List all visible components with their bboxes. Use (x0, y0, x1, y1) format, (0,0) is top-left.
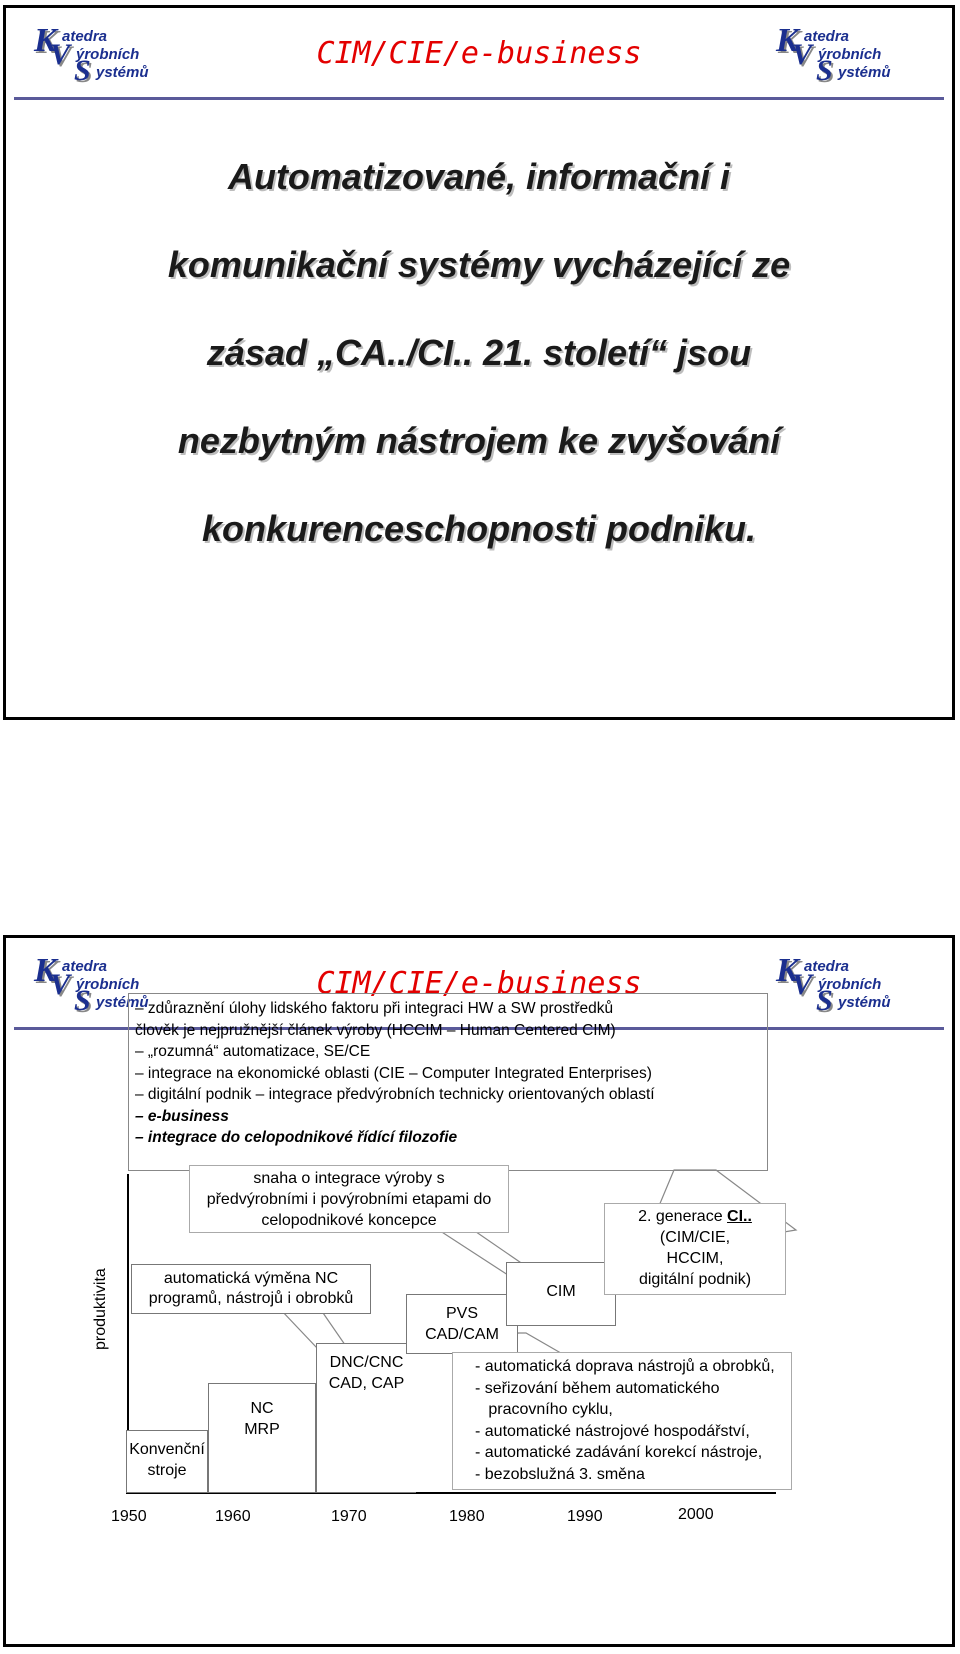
note-integration (189, 1165, 509, 1233)
katedra-logo-left: K atedra V ýrobních S ystémů (34, 952, 149, 1017)
note-nc-exchange (131, 1264, 371, 1314)
stage-label: CIM (546, 1283, 576, 1300)
header-title: CIM/CIE/e-business (316, 36, 642, 71)
bullet-list (475, 1356, 775, 1485)
callout-line: – e-business (135, 1107, 229, 1125)
slide-1 (3, 5, 955, 720)
note-second-generation (604, 1203, 786, 1295)
x-tick: 1960 (215, 1508, 251, 1525)
callout-line: člověk je nejpružnější článek výroby (HCCIM – Human Centered CIM) (135, 1021, 616, 1039)
slide-2 (3, 935, 955, 1647)
bullet-item: - automatické zadávání korekcí nástroje, (475, 1444, 763, 1461)
stage-konvencni (126, 1430, 208, 1493)
automation-bullets (452, 1352, 792, 1490)
x-tick: 1970 (331, 1508, 367, 1525)
body-line: zásad „CA../CI.. 21. století“ jsou (206, 332, 752, 373)
stage-nc-mrp (208, 1383, 316, 1493)
bullet-item: - seřizování během automatického (475, 1379, 720, 1397)
note-line: snaha o integrace výroby s (253, 1170, 445, 1187)
stage-label: Konvenční stroje (129, 1441, 205, 1479)
callout-line: – integrace na ekonomické oblasti (CIE – Computer Integrated Enterprises) (135, 1064, 652, 1082)
stage-label: DNC/CNC (329, 1354, 404, 1371)
header-rule (14, 97, 944, 100)
body-line: Automatizované, informační i (227, 156, 731, 197)
stage-pvs (406, 1294, 518, 1354)
stage-label: CAD/CAM (425, 1326, 499, 1343)
body-line: komunikační systémy vycházející ze (167, 244, 791, 285)
bullet-item: - automatické nástrojové hospodářství, (475, 1422, 750, 1440)
note-line: celopodnikové koncepce (261, 1212, 437, 1229)
katedra-logo-right: K atedra V ýrobních S ystémů (776, 22, 891, 87)
note-line: 2. generace CI.. (638, 1208, 752, 1225)
x-tick: 2000 (678, 1506, 714, 1523)
stage-label: CAD, CAP (328, 1375, 405, 1392)
callout-line: – digitální podnik – integrace předvýrobních technicky orientovaných oblastí (135, 1086, 655, 1103)
stage-label: NC (250, 1400, 274, 1417)
note-line: digitální podnik) (638, 1271, 752, 1288)
callout-line: – „rozumná“ automatizace, SE/CE (135, 1043, 371, 1060)
stage-cim (506, 1262, 616, 1326)
body-line: nezbytným nástrojem ke zvyšování (177, 420, 781, 461)
x-tick: 1990 (567, 1508, 603, 1525)
note-line: HCCIM, (666, 1250, 724, 1267)
katedra-logo-right: K atedra V ýrobních S ystémů (776, 952, 891, 1017)
note-line: automatická výměna NC (163, 1270, 339, 1287)
x-tick: 1950 (111, 1508, 147, 1525)
bullet-item: - automatická doprava nástrojů a obrobků, (475, 1358, 775, 1375)
y-axis-label: produktivita (92, 1268, 109, 1350)
katedra-logo-left: K atedra V ýrobních S ystémů (34, 22, 149, 87)
x-tick: 1980 (449, 1508, 485, 1525)
stage-dnc-cnc (316, 1343, 416, 1493)
note-line: (CIM/CIE, (659, 1229, 731, 1246)
note-line: programů, nástrojů i obrobků (148, 1290, 354, 1307)
bullet-item: - bezobslužná 3. směna (475, 1465, 645, 1483)
slide-body-text (46, 133, 912, 573)
stage-label: MRP (244, 1421, 280, 1438)
callout-box (128, 993, 768, 1171)
note-line: předvýrobními i povýrobními etapami do (206, 1191, 492, 1208)
bullet-item: pracovního cyklu, (475, 1401, 613, 1418)
callout-line: – zdůraznění úlohy lidského faktoru při integraci HW a SW prostředků (135, 1000, 614, 1017)
body-line: konkurenceschopnosti podniku. (201, 508, 757, 549)
stage-label: PVS (445, 1305, 478, 1322)
header-title: CIM/CIE/e-business (316, 966, 642, 1001)
callout-line: – integrace do celopodnikové řídící filozofie (135, 1129, 458, 1146)
